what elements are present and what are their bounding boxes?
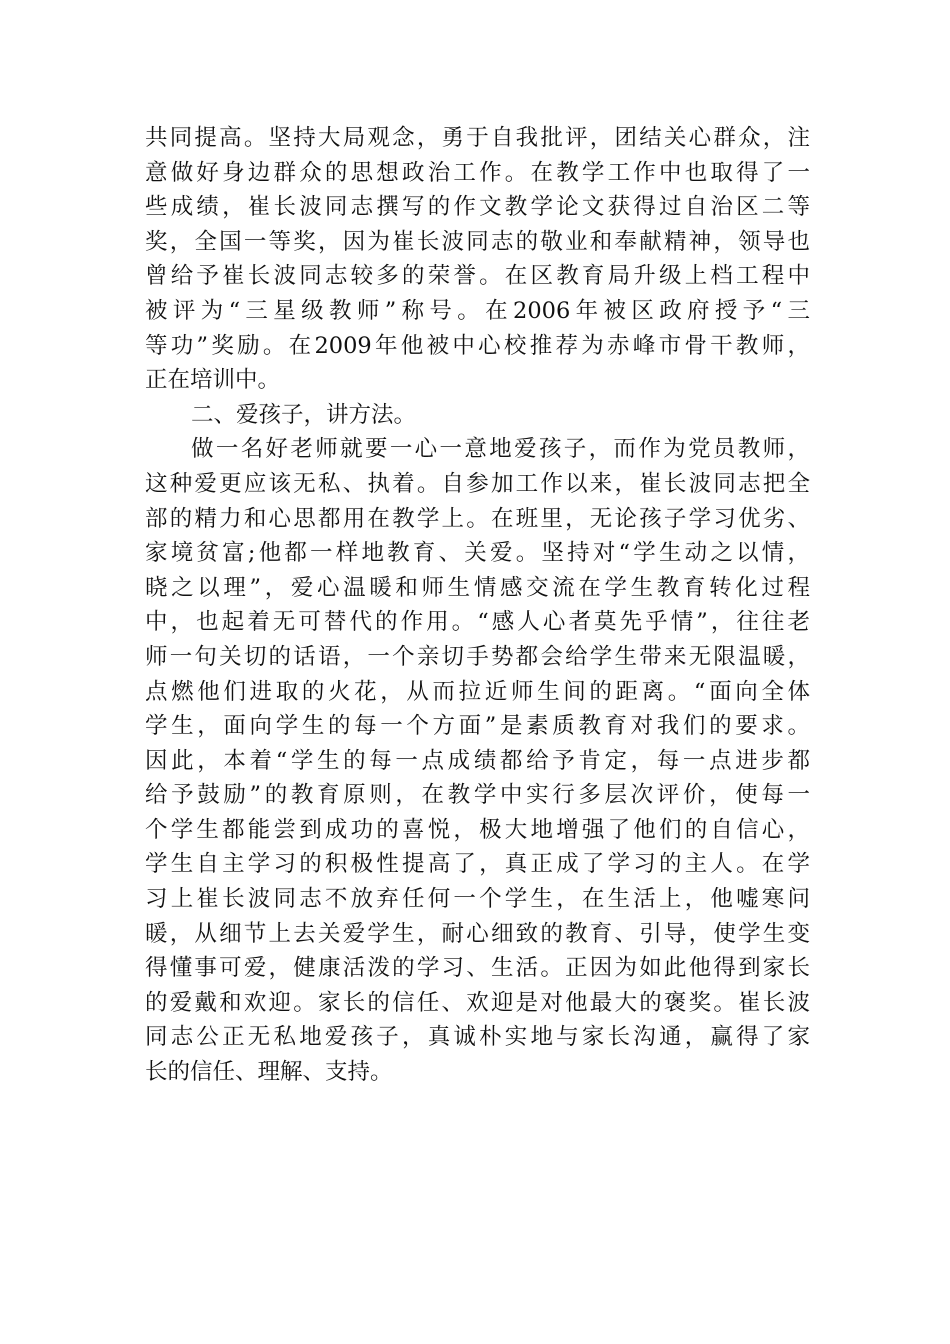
text-line: 部的精力和心思都用在教学上。在班里，无论孩子学习优劣、: [145, 505, 810, 532]
text-line: 家境贫富;他都一样地教育、关爱。坚持对“学生动之以情，: [145, 540, 810, 567]
text-line: 学生，面向学生的每一个方面”是素质教育对我们的要求。: [145, 713, 810, 740]
text-line: 正在培训中。: [145, 367, 281, 394]
text-line: 学生自主学习的积极性提高了，真正成了学习的主人。在学: [145, 851, 810, 878]
text-line: 长的信任、理解、支持。: [145, 1059, 393, 1086]
text-line: 些成绩，崔长波同志撰写的作文教学论文获得过自治区二等: [145, 194, 810, 221]
body-text: [145, 121, 810, 1090]
text-line: 点燃他们进取的火花，从而拉近师生间的距离。“面向全体: [145, 678, 810, 705]
text-line: 这种爱更应该无私、执着。自参加工作以来，崔长波同志把全: [145, 470, 810, 497]
text-line: 做一名好老师就要一心一意地爱孩子，而作为党员教师，: [191, 436, 810, 463]
text-line: 因此，本着“学生的每一点成绩都给予肯定，每一点进步都: [145, 747, 810, 774]
text-line: 共同提高。坚持大局观念，勇于自我批评，团结关心群众，注: [145, 125, 810, 151]
text-line: 得懂事可爱，健康活泼的学习、生活。正因为如此他得到家长: [145, 955, 810, 982]
text-line: 被评为“三星级教师”称号。在2006年被区政府授予“三: [145, 297, 810, 324]
text-line: 师一句关切的话语，一个亲切手势都会给学生带来无限温暖，: [145, 643, 810, 670]
text-line: 的爱戴和欢迎。家长的信任、欢迎是对他最大的褒奖。崔长波: [145, 989, 810, 1016]
text-line: 等功”奖励。在2009年他被中心校推荐为赤峰市骨干教师，: [145, 332, 810, 359]
text-line: 奖，全国一等奖，因为崔长波同志的敬业和奉献精神，领导也: [145, 228, 810, 255]
text-line: 暖，从细节上去关爱学生，耐心细致的教育、引导，使学生变: [145, 920, 810, 947]
text-line: 中，也起着无可替代的作用。“感人心者莫先乎情”，往往老: [145, 609, 810, 636]
text-line: 曾给予崔长波同志较多的荣誉。在区教育局升级上档工程中: [145, 263, 810, 290]
text-line: 同志公正无私地爱孩子，真诚朴实地与家长沟通，赢得了家: [145, 1024, 810, 1051]
text-line: 习上崔长波同志不放弃任何一个学生，在生活上，他嘘寒问: [145, 886, 810, 913]
text-line: 晓之以理”，爱心温暖和师生情感交流在学生教育转化过程: [145, 574, 810, 601]
section-heading: 二、爱孩子，讲方法。: [191, 401, 417, 428]
text-line: 给予鼓励”的教育原则，在教学中实行多层次评价，使每一: [145, 782, 810, 809]
text-line: 个学生都能尝到成功的喜悦，极大地增强了他们的自信心，: [145, 816, 810, 843]
text-line: 意做好身边群众的思想政治工作。在教学工作中也取得了一: [145, 159, 810, 186]
